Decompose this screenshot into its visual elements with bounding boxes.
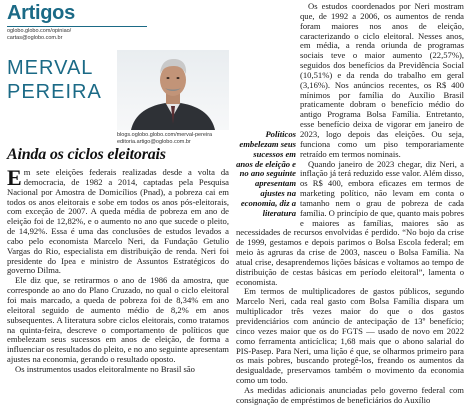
author-email-link[interactable]: editoria.artigo@oglobo.com.br xyxy=(117,138,191,145)
section-links xyxy=(7,26,147,41)
article-body-right xyxy=(236,2,464,406)
body-paragraph: As medidas adicionais anunciadas pelo governo federal com consignação de empréstimos de beneficiários do Auxílio xyxy=(236,384,464,405)
section-title: Artigos xyxy=(7,2,75,24)
pull-quote: Políticos embelezam seus sucessos em anos de eleição e no ano seguinte apresentam ajustes na economia, diz a literatura xyxy=(236,129,296,218)
author-first-name: MERVAL xyxy=(7,57,94,79)
section-link-url[interactable]: oglobo.globo.com/opiniao/ xyxy=(7,28,72,34)
author-name xyxy=(7,56,102,104)
drop-cap: E xyxy=(7,165,22,190)
lead-paragraph xyxy=(7,165,229,276)
body-paragraph: Os instrumentos usados eleitoralmente no Brasil são xyxy=(15,363,195,374)
body-paragraph: Quando janeiro de 2023 chegar, diz Neri, a inflação já terá reduzido esse valor. Além disso, os R$ 400, embora eficazes em termos de marketing político, não levam em conta o tamanho nem o grau de pobreza de cada família. O princípio de que, quanto mais pobres e maiores as famílias, maiores são as necessidades de recursos envolvidas é perdido. “No bojo da crise de 1999, gestamos e depois parimos o Bolsa Escola federal; em meio às agruras da crise de 2003, nasceu o Bolsa Família. Na atual crise, desaprendemos lições básicas e voltamos ao tempo de distribuição de cestas básicas em período eleitoral”, lamenta o economista. xyxy=(236,158,464,287)
lead-text: m sete eleições federais realizadas desde a volta da democracia, de 1982 a 2014, captadas pela Pesquisa Nacional por Amostra de Domicílios (Pnad), a pobreza cai em todos os anos eleitorais e sobe em todos os anos pós-eleitorais, com exceção de 2007. A queda média de pobreza em ano de eleição foi de 12,82%, e o aumento no ano que sucede o pleito, de 14,92%. Essa é uma das conclusões de estudos levados a cabo pelo economista Marcelo Neri, da Fundação Getulio Vargas do Rio, especialista em distribuição de renda. Neri foi presidente do Ipea e ministro de Assuntos Estratégicos do governo Dilma. xyxy=(7,167,229,276)
body-paragraph: Ele diz que, se retirarmos o ano de 1986 da amostra, que corresponde ao ano do Plano Cruzado, no qual o ciclo eleitoral foi mais marcado, a queda de pobreza foi de 8,34% em ano eleitoral seguido de aumento médio de 8,2% em anos subsequentes. A literatura sobre ciclos eleitorais, como tratamos na quinta-feira, descreve o comportamento de políticos que embelezam seus sucessos em anos de eleição, de forma a influenciar os resultados do pleito, e no ano seguinte apresentam ajustes na economia, gerando o resultado oposto. xyxy=(7,275,229,365)
author-links xyxy=(117,132,229,145)
author-photo xyxy=(117,50,229,130)
body-paragraph: Os estudos coordenados por Neri mostram que, de 1992 a 2006, os aumentos de renda foram maiores nos anos de eleição, caracterizando o ciclo eleitoral. Nesses anos, em média, a renda oriunda de programas sociais teve o maior aumento (22,57%), seguidos dos benefícios da Previdência Social (10,51%) e da renda do trabalho em geral (3,16%). Nos anúncios recentes, os R$ 400 mínimos por família do Auxílio Brasil praticamente dobram o benefício médio do antigo Programa Bolsa Família. Entretanto, esse benefício deixa de vigorar em janeiro de 2023, logo depois das eleições. Ou seja, funciona como um piso temporariamente retraído em termos nominais. xyxy=(300,1,464,159)
author-blog-link[interactable]: blogs.oglobo.globo.com/merval-pereira xyxy=(117,132,213,138)
section-link-email[interactable]: cartas@oglobo.com.br xyxy=(7,34,63,41)
left-column xyxy=(5,0,229,400)
body-paragraph: Em termos de multiplicadores de gastos públicos, segundo Marcelo Neri, cada real gasto com Bolsa Família dispara um multiplicador três vezes maior do que o dos gastos previdenciários com anúncio de antecipação de 13º benefício; cinco vezes maior que os do FGTS — usado de novo em 2022 como ferramenta anticíclica; 1,68 mais que o abono salarial do PIS-Pasep. Para Neri, uma lição é que, se olharmos primeiro para os mais pobres, buscando protegê-los, freando os aumentos da desigualdade, preservamos também o movimento da economia como um todo. xyxy=(236,286,464,386)
article-headline: Ainda os ciclos eleitorais xyxy=(7,146,166,163)
article-body-left xyxy=(7,165,229,375)
right-column xyxy=(236,0,464,405)
author-last-name: PEREIRA xyxy=(7,81,102,103)
